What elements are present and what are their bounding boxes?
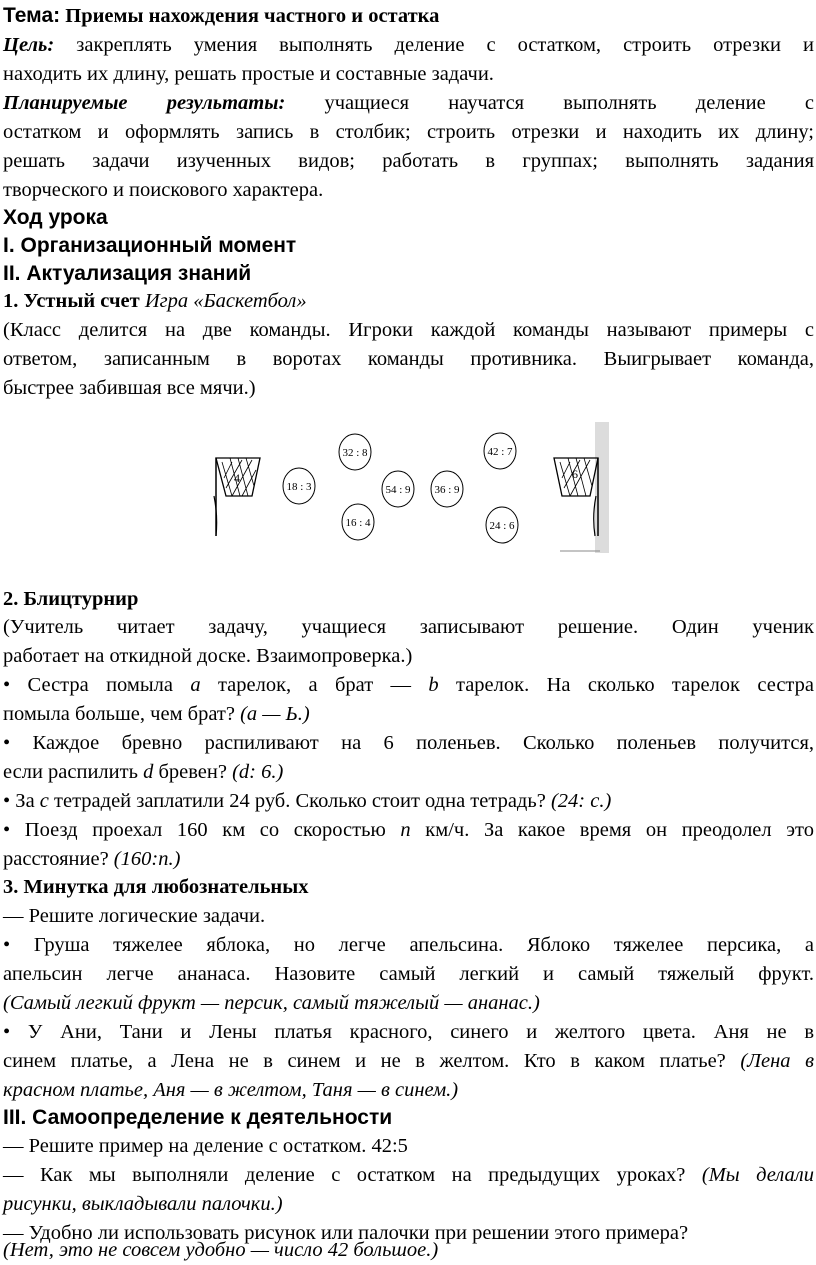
ball-18-3 [283, 468, 315, 504]
svg-text:54 : 9: 54 : 9 [385, 484, 411, 496]
results-line-2: остатком и оформлять запись в столбик; строить отрезки и находить их длину; [3, 121, 814, 143]
puzzle-2-line-2: синем платье, а Лена не в синем и не в желтом. Кто в каком платье? (Лена в [3, 1050, 814, 1072]
self-question-1: — Решите пример на деление с остатком. 42:5 [3, 1135, 408, 1157]
figure-edge-shadow [595, 422, 609, 553]
left-basket-icon [214, 458, 260, 536]
puzzle-1-line-2: апельсин легче ананаса. Назовите самый легкий и самый тяжелый фрукт. [3, 963, 814, 985]
svg-text:16 : 4: 16 : 4 [345, 517, 371, 529]
task-2-line-2: если распилить d бревен? (d: 6.) [3, 761, 284, 783]
results-line-3: решать задачи изученных видов; работать в группах; выполнять задания [3, 150, 814, 172]
svg-text:24 : 6: 24 : 6 [489, 520, 515, 532]
task-1-line-2: помыла больше, чем брат? (а — Ь.) [3, 703, 310, 725]
self-answer-3: (Нет, это не совсем удобно — число 42 большое.) [3, 1239, 439, 1261]
task-4-answer: (160:п.) [113, 848, 181, 870]
task-3-line: • За с тетрадей заплатили 24 руб. Сколько стоит одна тетрадь? (24: с.) [3, 790, 612, 812]
oral-line-3: быстрее забившая все мячи.) [3, 377, 256, 399]
ball-32-8 [339, 434, 371, 470]
oral-line-1: (Класс делится на две команды. Игроки каждой команды называют примеры с [3, 319, 814, 341]
goal-line-2: находить их длину, решать простые и составные задачи. [3, 63, 494, 85]
oral-game: Игра «Баскетбол» [139, 290, 307, 312]
task-3-answer: (24: с.) [550, 790, 612, 812]
ball-24-6 [486, 507, 518, 543]
self-question-3: — Удобно ли использовать рисунок или палочки при решении этого примера? [3, 1222, 689, 1244]
oral-line-2: ответом, записанным в воротах команды противника. Выигрывает команда, [3, 348, 814, 370]
oral-title-line [3, 287, 814, 316]
right-basket-icon [554, 458, 598, 536]
puzzle-2-answer: красном платье, Аня — в желтом, Таня — в синем.) [3, 1079, 459, 1101]
puzzle-2-line-1: • У Ани, Тани и Лены платья красного, синего и желтого цвета. Аня не в [3, 1021, 814, 1043]
results-label: Планируемые результаты: [3, 92, 286, 114]
svg-text:42 : 7: 42 : 7 [487, 446, 513, 458]
heading-actual: II. Актуализация знаний [3, 262, 252, 285]
basketball-figure [210, 418, 610, 556]
puzzle-1-line-1: • Груша тяжелее яблока, но легче апельсина. Яблоко тяжелее персика, а [3, 934, 814, 956]
topic-label: Тема: [3, 4, 61, 27]
topic-title: Приемы нахождения частного и остатка [65, 5, 440, 27]
heading-course: Ход урока [3, 206, 108, 229]
blitz-line-2: работает на откидной доске. Взаимопроверка.) [3, 645, 413, 667]
task-4-line-1: • Поезд проехал 160 км со скоростью п км/ч. За какое время он преодолел это [3, 819, 814, 841]
right-basket-number: 6 [572, 467, 578, 481]
ball-54-9 [382, 471, 414, 507]
task-2-line-1: • Каждое бревно распиливают на 6 поленьев. Сколько поленьев получится, [3, 732, 814, 754]
task-2-answer: (d: 6.) [232, 761, 284, 783]
heading-self: III. Самоопределение к деятельности [3, 1106, 393, 1129]
self-answer-2: рисунки, выкладывали палочки.) [3, 1193, 283, 1215]
left-basket-number: 4 [234, 471, 240, 485]
results-line-1: Планируемые результаты: учащиеся научатся выполнять деление с [3, 92, 814, 114]
blitz-title: 2. Блицтурнир [3, 588, 139, 610]
puzzle-1-answer: (Самый легкий фрукт — персик, самый тяжелый — ананас.) [3, 992, 540, 1014]
svg-text:32 : 8: 32 : 8 [342, 447, 368, 459]
ball-16-4 [342, 504, 374, 540]
svg-text:36 : 9: 36 : 9 [434, 484, 460, 496]
goal-label: Цель: [3, 34, 55, 56]
topic-line [3, 2, 814, 31]
oral-title: 1. Устный счет [3, 290, 140, 312]
curious-title: 3. Минутка для любознательных [3, 876, 309, 898]
ball-42-7 [484, 433, 516, 469]
curious-intro: — Решите логические задачи. [3, 905, 266, 927]
task-4-line-2: расстояние? (160:п.) [3, 848, 181, 870]
task-1-answer: (а — Ь.) [240, 703, 310, 725]
self-question-2: — Как мы выполняли деление с остатком на предыдущих уроках? (Мы делали [3, 1164, 814, 1186]
goal-line-1: Цель: закреплять умения выполнять деление с остатком, строить отрезки и [3, 34, 814, 56]
svg-text:18 : 3: 18 : 3 [286, 481, 312, 493]
blitz-line-1: (Учитель читает задачу, учащиеся записывают решение. Один ученик [3, 616, 814, 638]
results-line-4: творческого и поискового характера. [3, 179, 324, 201]
heading-org: I. Организационный момент [3, 234, 297, 257]
ball-36-9 [431, 471, 463, 507]
task-1-line-1: • Сестра помыла а тарелок, а брат — b тарелок. На сколько тарелок сестра [3, 674, 814, 696]
